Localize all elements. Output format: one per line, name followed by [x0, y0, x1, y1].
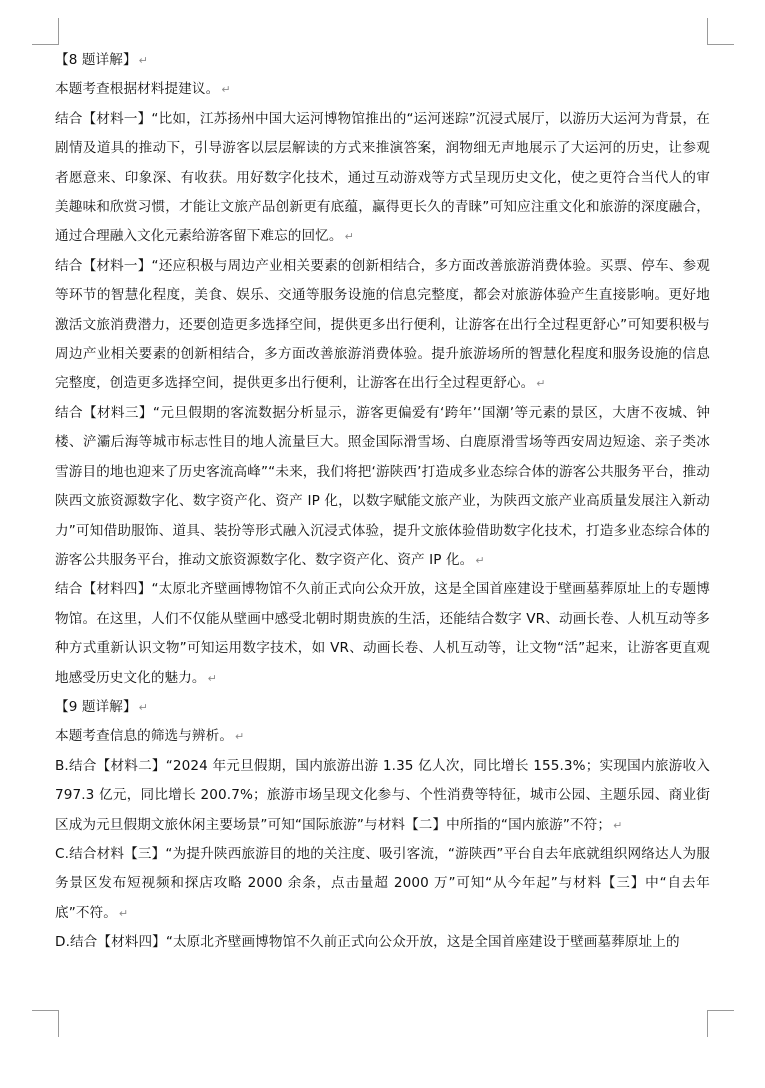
crop-mark-bottom-right	[707, 1010, 734, 1037]
crop-mark-top-left	[32, 18, 59, 45]
paragraph: 结合【材料三】“元旦假期的客流数据分析显示，游客更偏爱有‘跨年’‘国潮’等元素的景区，大唐不夜城、钟楼、浐灞后海等城市标志性目的地人流量巨大。照金国际滑雪场、白鹿原滑雪场等西安周边短途、亲子类冰雪游目的地也迎来了历史客流高峰”“未来，我们将把‘游陕西’打造成多业态综合体的游客公共服务平台，推动陕西文旅资源数字化、数字资产化、资产 IP 化，以数字赋能文旅产业，为陕西文旅产业高质量发展注入新动力”可知借助服饰、道具、装扮等形式融入沉浸式体验，提升文旅体验借助数字化技术，打造多业态综合体的游客公共服务平台，推动文旅资源数字化、数字资产化、资产 IP 化。 ↵	[55, 404, 710, 568]
paragraph: 结合【材料一】“还应积极与周边产业相关要素的创新相结合，多方面改善旅游消费体验。买票、停车、参观等环节的智慧化程度，美食、娱乐、交通等服务设施的信息完整度，都会对旅游体验产生直接影响。更好地激活文旅消费潜力，还要创造更多选择空间，提供更多出行便利，让游客在出行全过程更舒心”可知要积极与周边产业相关要素的创新相结合，多方面改善旅游消费体验。提升旅游场所的智慧化程度和服务设施的信息完整度，创造更多选择空间，提供更多出行便利，让游客在出行全过程更舒心。 ↵	[55, 257, 710, 392]
paragraph: D.结合【材料四】“太原北齐壁画博物馆不久前正式向公众开放，这是全国首座建设于壁画墓葬原址上的	[55, 934, 680, 951]
paragraph-mark-icon: ↵	[138, 54, 148, 67]
paragraph: 结合【材料四】“太原北齐壁画博物馆不久前正式向公众开放，这是全国首座建设于壁画墓葬原址上的专题博物馆。在这里，人们不仅能从壁画中感受北朝时期贵族的生活，还能结合数字 VR、动画长卷、人机互动等多种方式重新认识文物”可知运用数字技术，如 VR、动画长卷、人机互动等，让文物“活”起来，让游客更直观地感受历史文化的魅力。 ↵	[55, 581, 710, 686]
paragraph-mark-icon: ↵	[138, 700, 148, 714]
paragraph-mark-icon: ↵	[221, 83, 231, 97]
document-body	[55, 46, 710, 958]
crop-mark-top-right	[707, 18, 734, 45]
paragraph: C.结合材料【三】“为提升陕西旅游目的地的关注度、吸引客流，“游陕西”平台自去年底就组织网络达人为服务景区发布短视频和探店攻略 2000 余条，点击量超 2000 万”可知“从今年起”与材料【三】中“自去年底”不符。 ↵	[55, 845, 710, 921]
paragraph-mark-icon: ↵	[207, 671, 217, 685]
paragraph-mark-icon: ↵	[118, 906, 129, 920]
paragraph-mark-icon: ↵	[536, 377, 546, 391]
paragraph: 本题考查信息的筛选与辨析。 ↵	[55, 728, 245, 745]
paragraph-mark-icon: ↵	[613, 818, 623, 832]
crop-mark-bottom-left	[32, 1010, 59, 1037]
paragraph: 本题考查根据材料提建议。 ↵	[55, 81, 231, 98]
paragraph-mark-icon: ↵	[235, 730, 245, 744]
paragraph: 结合【材料一】“比如，江苏扬州中国大运河博物馆推出的“运河迷踪”沉浸式展厅，以游历大运河为背景，在剧情及道具的推动下，引导游客以层层解读的方式来推演答案，润物细无声地展示了大运河的历史，让参观者愿意来、印象深、有收获。用好数字化技术，通过互动游戏等方式呈现历史文化，使之更符合当代人的审美趣味和欣赏习惯，才能让文旅产品创新更有底蕴，赢得更长久的青睐”可知应注重文化和旅游的深度融合，通过合理融入文化元素给游客留下难忘的回忆。 ↵	[55, 110, 710, 245]
paragraph-mark-icon: ↵	[475, 553, 485, 567]
heading-q9: 【9 题详解】 ↵	[55, 698, 148, 715]
paragraph-mark-icon: ↵	[344, 230, 354, 244]
heading-q8: 【8 题详解】 ↵	[55, 52, 148, 68]
paragraph: B.结合【材料二】“2024 年元旦假期，国内旅游出游 1.35 亿人次，同比增长 155.3%；实现国内旅游收入 797.3 亿元，同比增长 200.7%；旅游市场呈现文化参与、个性消费等特征，城市公园、主题乐园、商业街区成为元旦假期文旅休闲主要场景”可知“国际旅游”与材料【二】中所指的“国内旅游”不符； ↵	[55, 757, 710, 833]
